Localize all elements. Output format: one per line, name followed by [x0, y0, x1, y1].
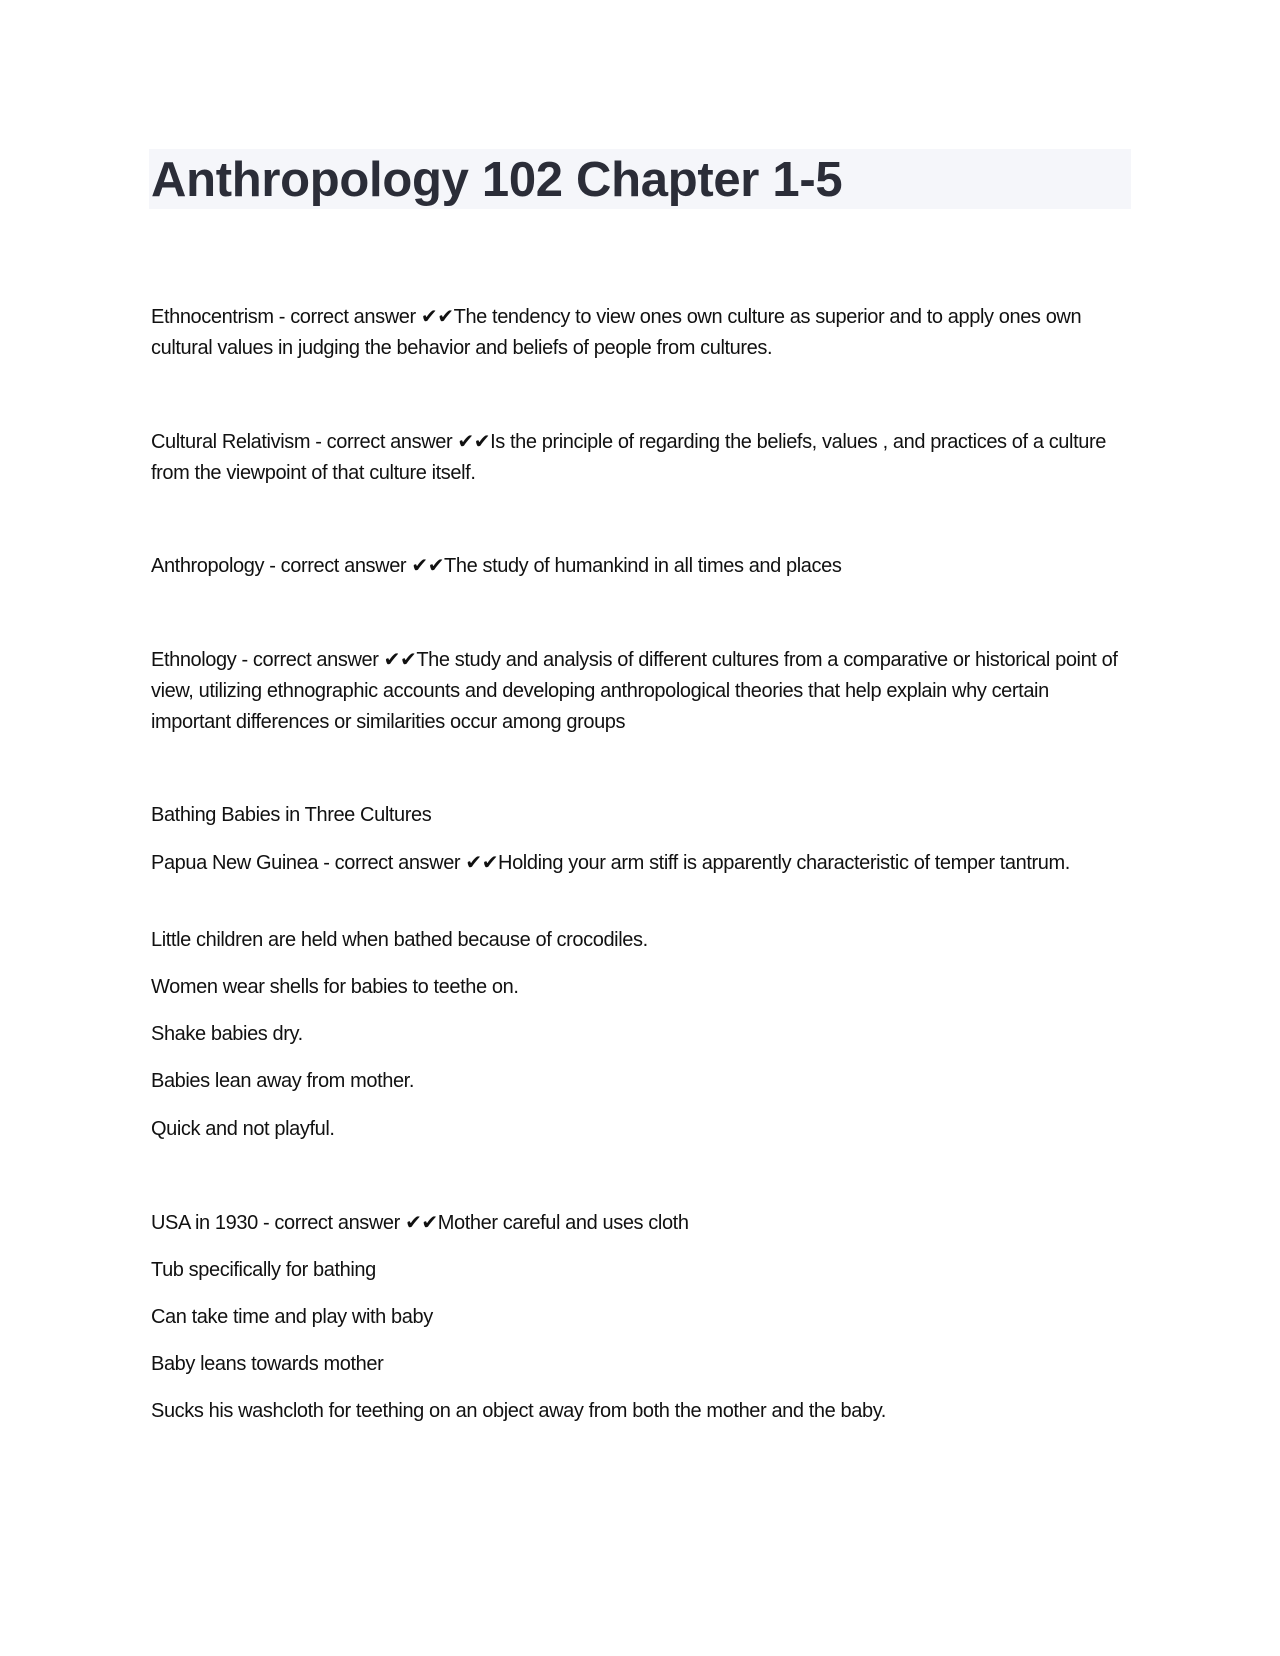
- list-item: Can take time and play with baby: [151, 1306, 433, 1328]
- list-item: Little children are held when bathed because of crocodiles.: [151, 929, 648, 951]
- definition-papua-new-guinea: Papua New Guinea - correct answer ✔✔Holding your arm stiff is apparently characteristic of temper tantrum.: [151, 852, 1070, 874]
- definition-anthropology: Anthropology - correct answer ✔✔The study of humankind in all times and places: [151, 555, 842, 577]
- list-item: Babies lean away from mother.: [151, 1070, 414, 1092]
- section-heading: Bathing Babies in Three Cultures: [151, 804, 432, 826]
- definition-ethnocentrism: Ethnocentrism - correct answer ✔✔The tendency to view ones own culture as superior and to apply ones own cultural values in judging the behavior and beliefs of people from cultures.: [151, 306, 1082, 359]
- document-title: Anthropology 102 Chapter 1-5: [151, 153, 843, 207]
- list-item: Quick and not playful.: [151, 1118, 335, 1140]
- definition-usa-1930: USA in 1930 - correct answer ✔✔Mother careful and uses cloth: [151, 1212, 689, 1234]
- list-item: Baby leans towards mother: [151, 1353, 384, 1375]
- definition-cultural-relativism: Cultural Relativism - correct answer ✔✔Is the principle of regarding the beliefs, values , and practices of a culture from the viewpoint of that culture itself.: [151, 431, 1106, 484]
- list-item: Tub specifically for bathing: [151, 1259, 376, 1281]
- list-item: Women wear shells for babies to teethe on.: [151, 976, 519, 998]
- definition-ethnology: Ethnology - correct answer ✔✔The study and analysis of different cultures from a comparative or historical point of view, utilizing ethnographic accounts and developing anthropological theories that help explain why certain important differences or similarities occur among groups: [151, 649, 1118, 733]
- list-item: Sucks his washcloth for teething on an object away from both the mother and the baby.: [151, 1400, 886, 1422]
- list-item: Shake babies dry.: [151, 1023, 303, 1045]
